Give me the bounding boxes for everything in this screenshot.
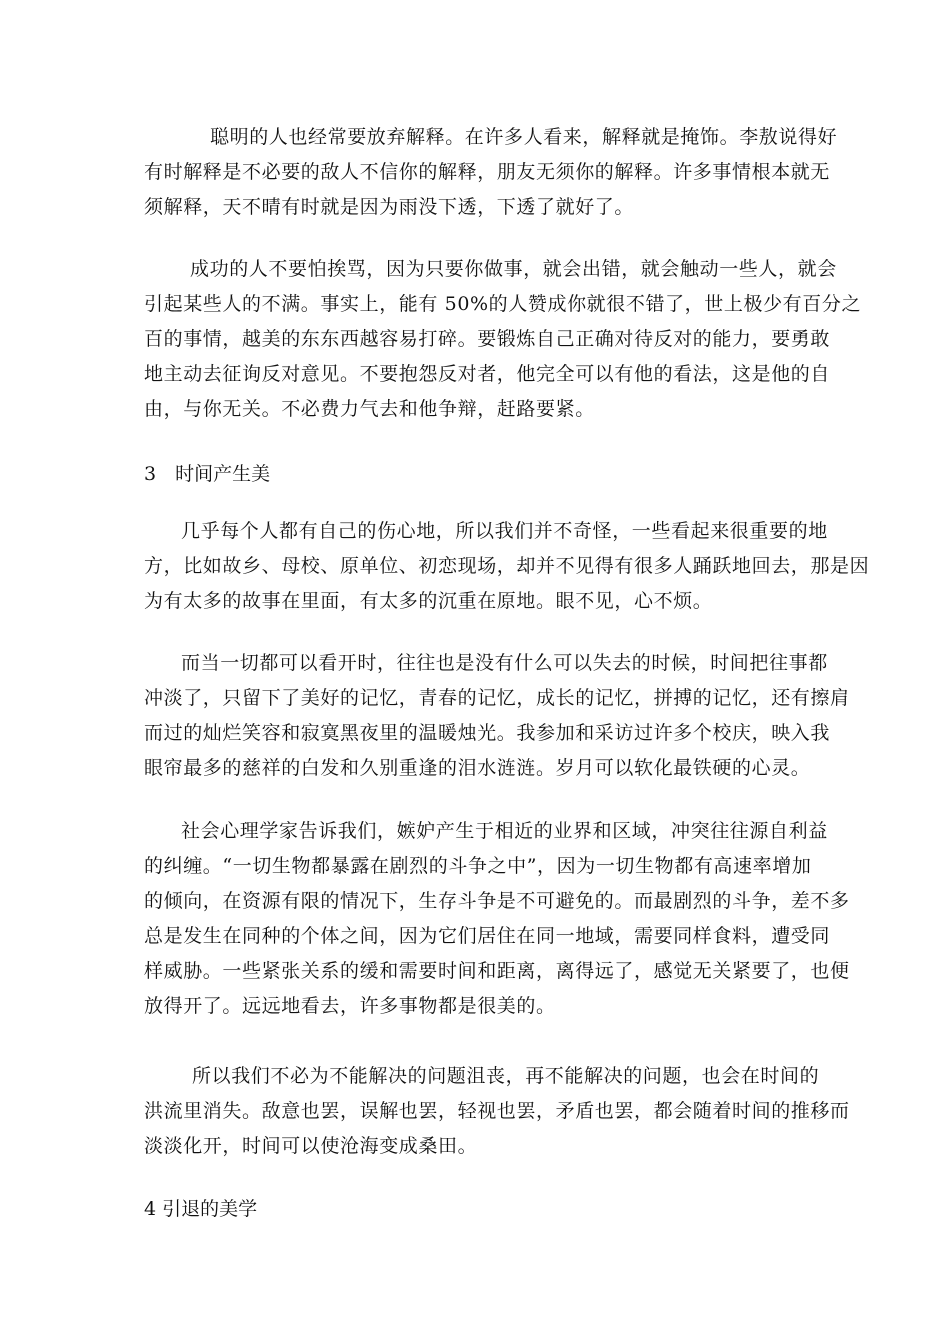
paragraph-6-line-3: 淡淡化开，时间可以使沧海变成桑田。	[144, 1135, 478, 1157]
paragraph-4-line-4: 眼帘最多的慈祥的白发和久别重逢的泪水涟涟。岁月可以软化最铁硬的心灵。	[144, 757, 811, 779]
paragraph-6-line-1: 所以我们不必为不能解决的问题沮丧，再不能解决的问题，也会在时间的	[192, 1065, 820, 1087]
paragraph-3-line-1: 几乎每个人都有自己的伤心地，所以我们并不奇怪，一些看起来很重要的地	[181, 520, 828, 542]
section-heading-3: 3 时间产生美	[144, 463, 271, 485]
paragraph-5-line-1: 社会心理学家告诉我们，嫉妒产生于相近的业界和区域，冲突往往源自利益	[181, 820, 828, 842]
paragraph-4-line-1: 而当一切都可以看开时，往往也是没有什么可以失去的时候，时间把往事都	[181, 652, 828, 674]
paragraph-2-line-4: 地主动去征询反对意见。不要抱怨反对者，他完全可以有他的看法，这是他的自	[144, 363, 831, 385]
paragraph-2-line-3: 百的事情，越美的东东西越容易打碎。要锻炼自己正确对待反对的能力，要勇敢	[144, 328, 831, 350]
paragraph-5-line-3: 的倾向，在资源有限的情况下，生存斗争是不可避免的。而最剧烈的斗争，差不多	[144, 890, 850, 912]
paragraph-3-line-2: 方，比如故乡、母校、原单位、初恋现场，却并不见得有很多人踊跃地回去，那是因	[144, 555, 870, 577]
paragraph-5-line-4: 总是发生在同种的个体之间，因为它们居住在同一地域，需要同样食料，遭受同	[144, 925, 831, 947]
section-heading-4: 4 引退的美学	[144, 1198, 258, 1220]
paragraph-2-line-2: 引起某些人的不满。事实上，能有 50%的人赞成你就很不错了，世上极少有百分之	[144, 293, 862, 315]
paragraph-4-line-3: 而过的灿烂笑容和寂寞黑夜里的温暖烛光。我参加和采访过许多个校庆，映入我	[144, 722, 831, 744]
paragraph-5-line-5: 样威胁。一些紧张关系的缓和需要时间和距离，离得远了，感觉无关紧要了，也便	[144, 960, 850, 982]
paragraph-2-line-5: 由，与你无关。不必费力气去和他争辩，赶路要紧。	[144, 398, 595, 420]
paragraph-6-line-2: 洪流里消失。敌意也罢，误解也罢，轻视也罢，矛盾也罢，都会随着时间的推移而	[144, 1100, 850, 1122]
paragraph-5-line-6: 放得开了。远远地看去，许多事物都是很美的。	[144, 995, 556, 1017]
paragraph-2-line-1: 成功的人不要怕挨骂，因为只要你做事，就会出错，就会触动一些人，就会	[190, 258, 837, 280]
paragraph-4-line-2: 冲淡了，只留下了美好的记忆，青春的记忆，成长的记忆，拼搏的记忆，还有擦肩	[144, 687, 850, 709]
paragraph-5-line-2: 的纠缠。“一切生物都暴露在剧烈的斗争之中”，因为一切生物都有高速率增加	[144, 855, 812, 877]
paragraph-1-line-2: 有时解释是不必要的敌人不信你的解释，朋友无须你的解释。许多事情根本就无	[144, 161, 831, 183]
paragraph-3-line-3: 为有太多的故事在里面，有太多的沉重在原地。眼不见，心不烦。	[144, 590, 713, 612]
paragraph-1-line-1: 聪明的人也经常要放弃解释。在许多人看来，解释就是掩饰。李敖说得好	[210, 126, 838, 148]
paragraph-1-line-3: 须解释，天不晴有时就是因为雨没下透，下透了就好了。	[144, 196, 635, 218]
